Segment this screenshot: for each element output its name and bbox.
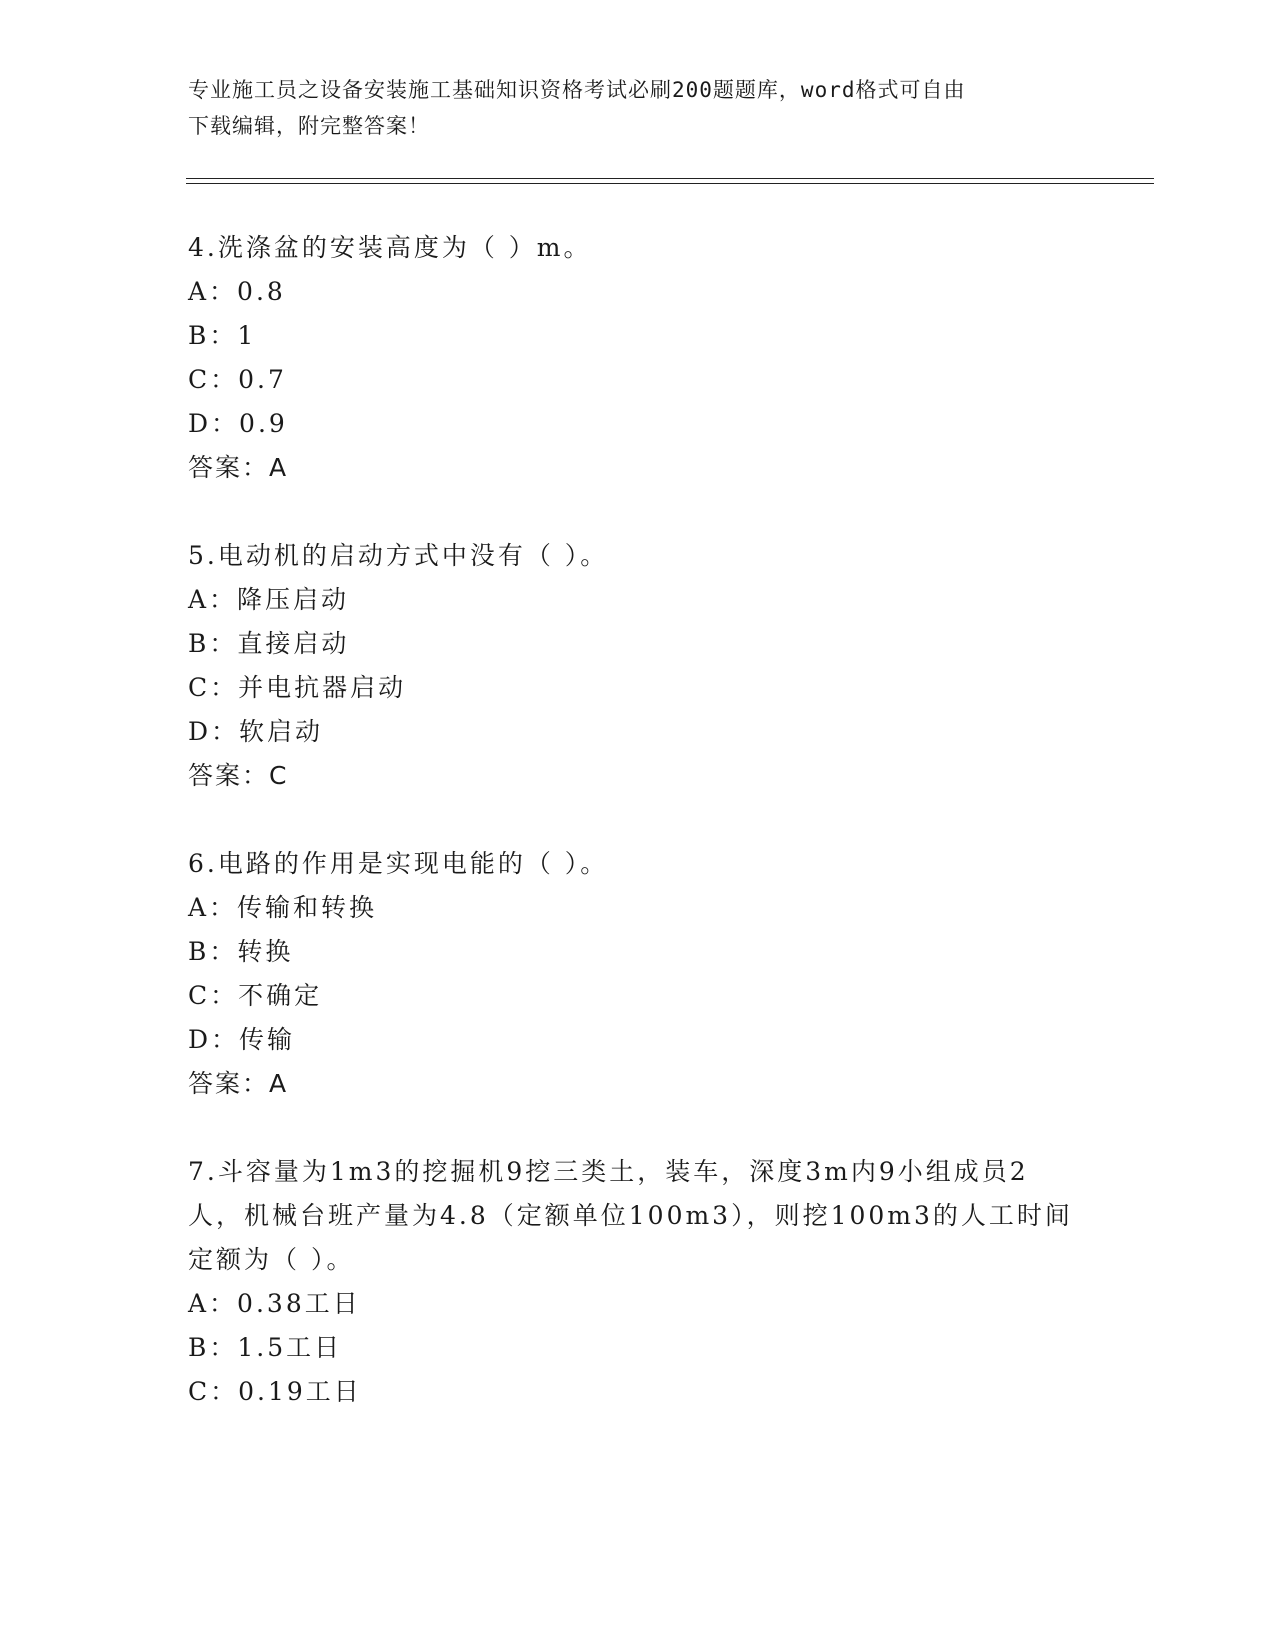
- question-5-option-c: C：并电抗器启动: [188, 673, 407, 702]
- question-7-option-c: C：0.19工日: [188, 1377, 362, 1406]
- question-5-option-a: A：降压启动: [188, 585, 350, 614]
- question-6-stem: 6.电路的作用是实现电能的（ ）。: [188, 849, 609, 878]
- question-7-option-a: A：0.38工日: [188, 1289, 361, 1318]
- question-5-answer: 答案：C: [188, 761, 289, 790]
- header-divider-top: [186, 178, 1154, 179]
- question-7-stem-line-1: 7.斗容量为1m3的挖掘机9挖三类土，装车，深度3m内9小组成员2: [188, 1157, 1029, 1186]
- question-4-stem: 4.洗涤盆的安装高度为（ ）m。: [188, 233, 592, 262]
- header-line-1: 专业施工员之设备安装施工基础知识资格考试必刷200题题库，word格式可自由: [188, 78, 966, 102]
- document-header: [188, 72, 1068, 144]
- question-5-option-d: D：软启动: [188, 717, 324, 746]
- question-4-option-b: B：1: [188, 321, 257, 350]
- question-5-stem: 5.电动机的启动方式中没有（ ）。: [188, 541, 609, 570]
- question-4-answer: 答案：A: [188, 453, 289, 482]
- question-4-option-a: A：0.8: [188, 277, 286, 306]
- question-6-option-d: D：传输: [188, 1025, 296, 1054]
- header-divider-bottom: [186, 183, 1154, 184]
- question-5-option-b: B：直接启动: [188, 629, 350, 658]
- header-line-2: 下载编辑，附完整答案！: [188, 114, 430, 138]
- question-6-option-b: B：转换: [188, 937, 294, 966]
- question-7-option-b: B：1.5工日: [188, 1333, 343, 1362]
- question-7-stem-line-2: 人，机械台班产量为4.8（定额单位100m3），则挖100m3的人工时间: [188, 1201, 1073, 1230]
- question-6-option-a: A：传输和转换: [188, 893, 378, 922]
- question-4-option-d: D：0.9: [188, 409, 288, 438]
- question-7-stem-line-3: 定额为（ ）。: [188, 1245, 355, 1274]
- question-6-option-c: C：不确定: [188, 981, 323, 1010]
- question-6-answer: 答案：A: [188, 1069, 289, 1098]
- question-4-option-c: C：0.7: [188, 365, 287, 394]
